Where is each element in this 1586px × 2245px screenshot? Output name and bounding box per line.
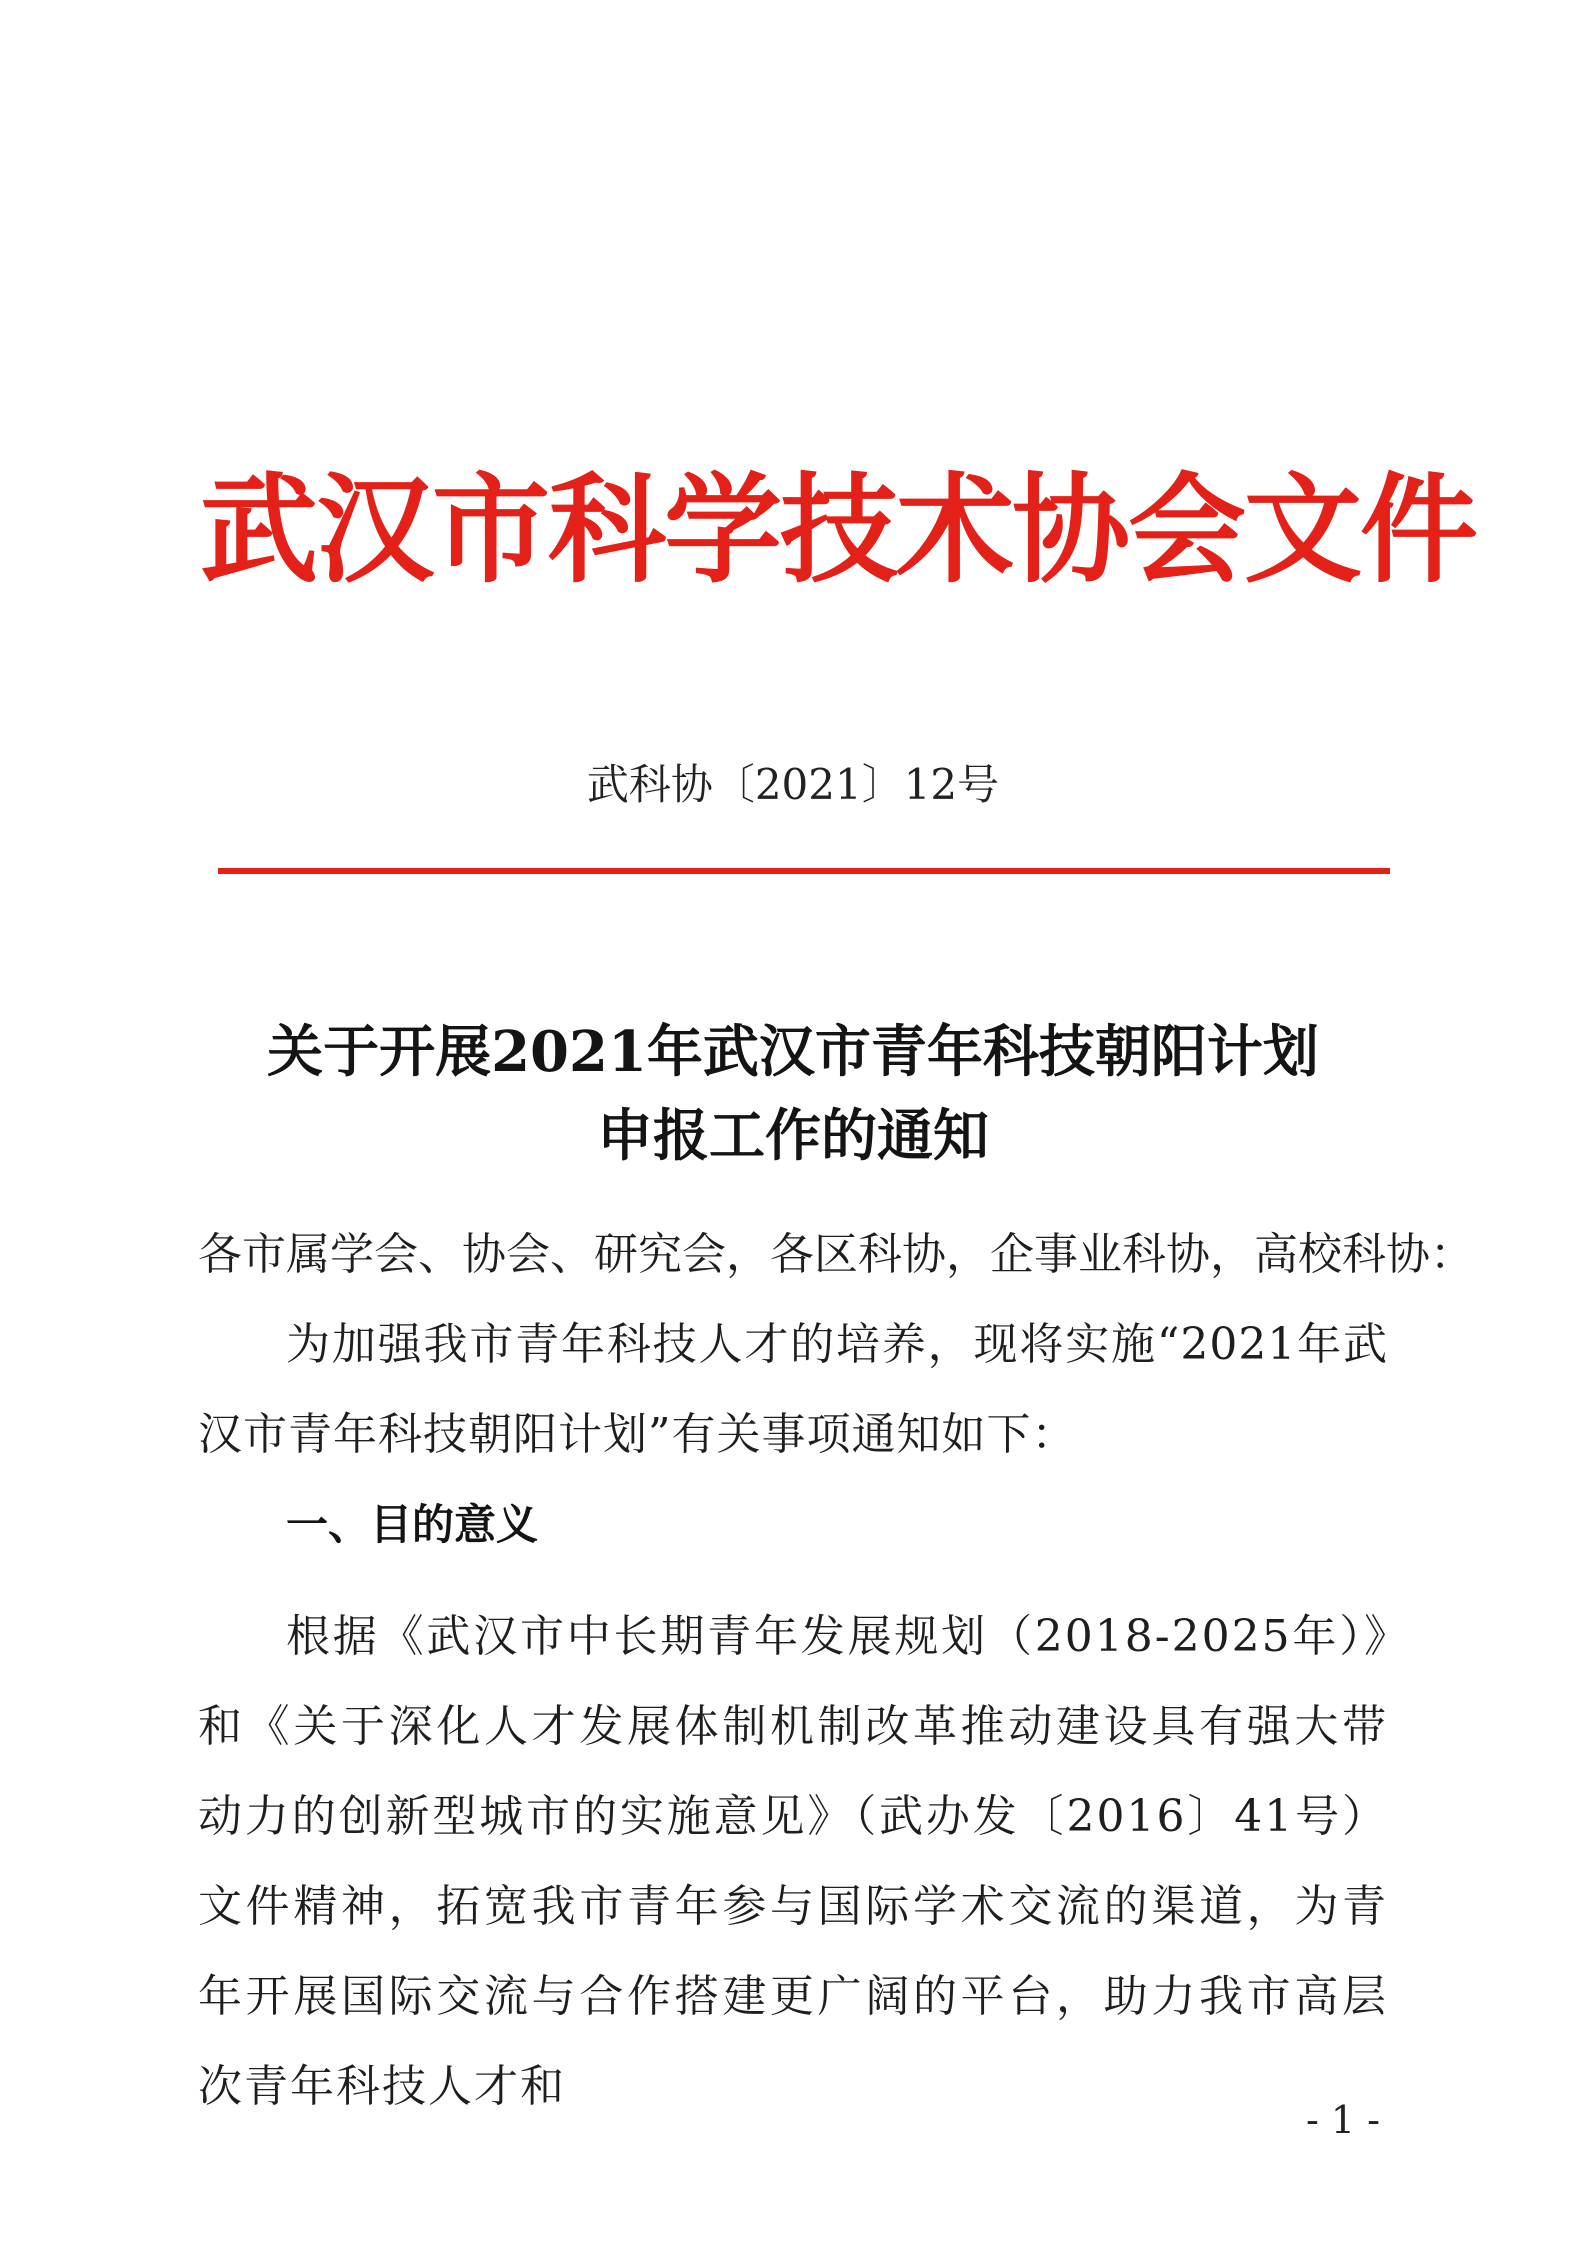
document-number: 武科协〔2021〕12号: [586, 760, 1000, 809]
notice-title-line-2: 申报工作的通知: [597, 1103, 989, 1169]
section-heading-purpose: 一、目的意义: [286, 1500, 539, 1549]
issuing-organization-masthead: 武汉市科学技术协会文件: [200, 461, 1477, 599]
salutation: 各市属学会、协会、研究会，各区科协，企事业科协，高校科协：: [198, 1229, 1474, 1280]
notice-title: [150, 1010, 1436, 1178]
section-body-purpose: 根据《武汉市中长期青年发展规划（2018-2025年）》和《关于深化人才发展体制机制改革推动建设具有强大带动力的创新型城市的实施意见》（武办发〔2016〕41号）文件精神，拓宽我市青年参与国际学术交流的渠道，为青年开展国际交流与合作搭建更广阔的平台，助力我市高层次青年科技人才和: [198, 1611, 1388, 2112]
red-separator-line: [218, 868, 1390, 874]
page-number: - 1 -: [1305, 2098, 1380, 2142]
intro-paragraph: 为加强我市青年科技人才的培养，现将实施“2021年武汉市青年科技朝阳计划”有关事项通知如下：: [198, 1319, 1388, 1460]
notice-title-line-1: 关于开展2021年武汉市青年科技朝阳计划: [267, 1019, 1319, 1085]
